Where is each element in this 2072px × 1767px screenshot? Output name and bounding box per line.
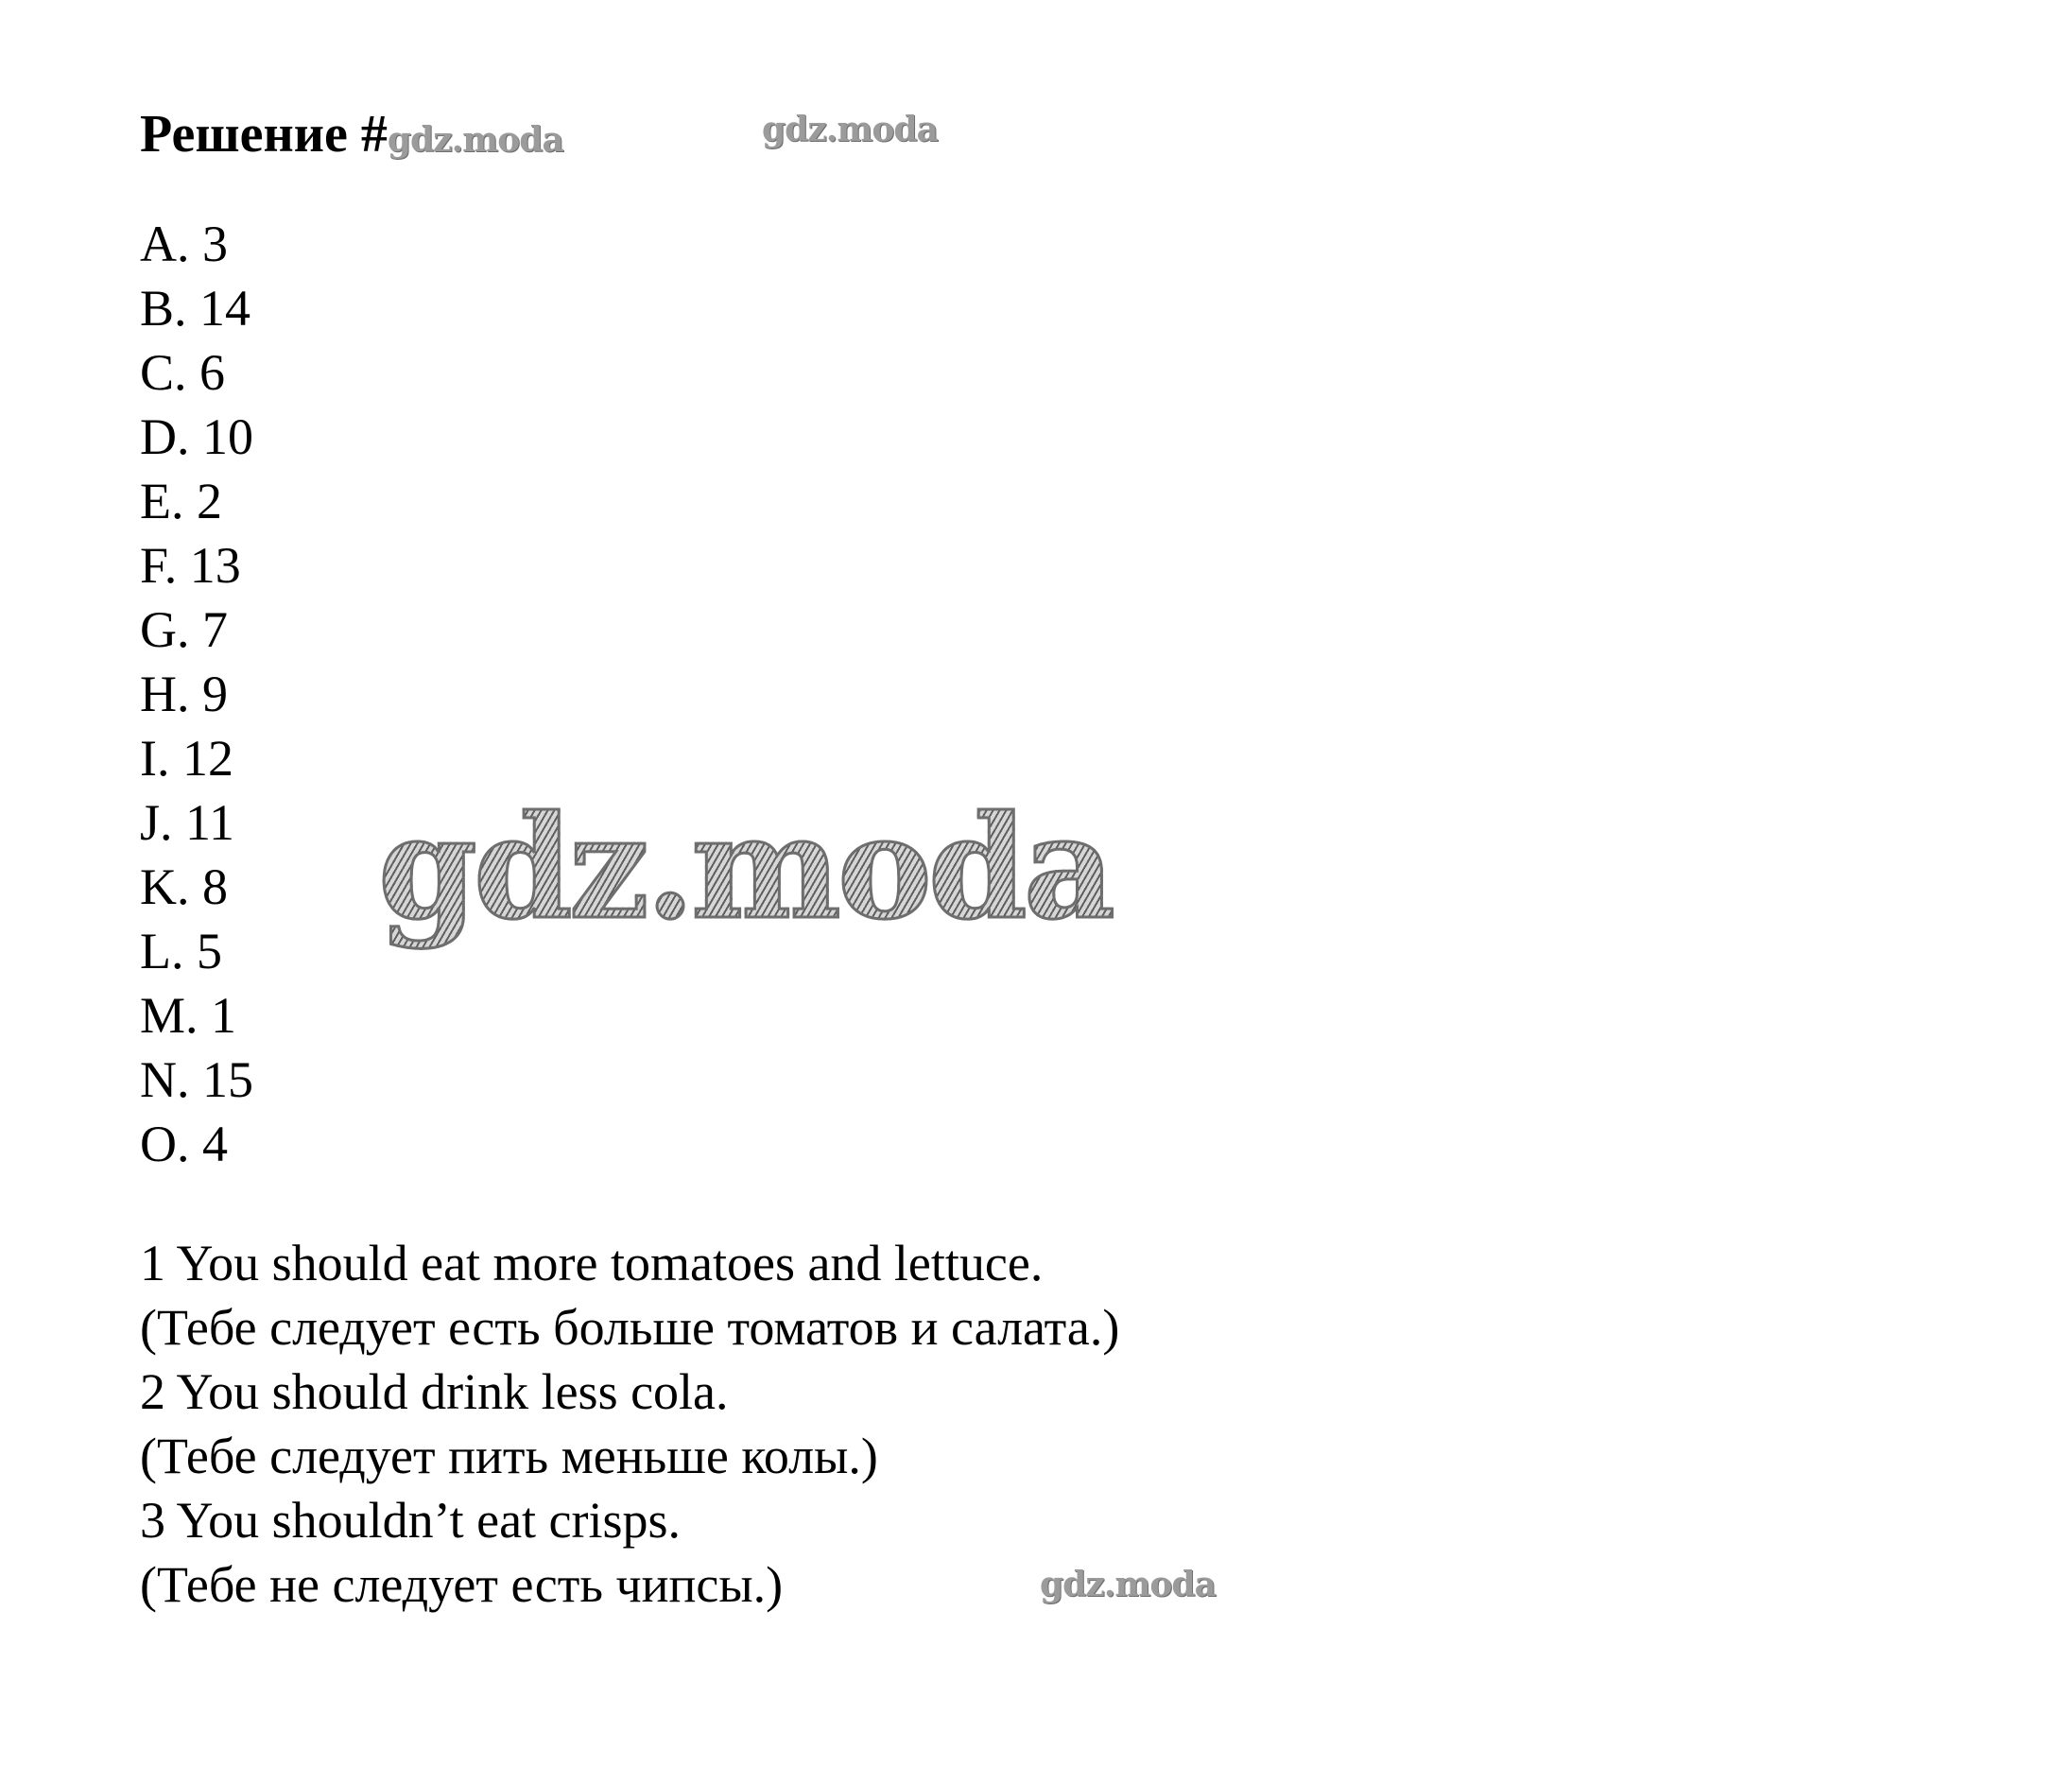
answer-item: I. 12	[140, 730, 233, 787]
answer-item: N. 15	[140, 1051, 253, 1108]
advice-line: 3 You shouldn’t eat crisps.	[140, 1492, 682, 1549]
answer-item: J. 11	[140, 794, 235, 851]
watermark-inline: gdz.moda	[387, 120, 563, 160]
answer-item: B. 14	[140, 280, 251, 337]
watermark-top: gdz.moda	[762, 110, 938, 149]
advice-translation: (Тебе следует пить меньше колы.)	[140, 1428, 878, 1484]
advice-translation: (Тебе не следует есть чипсы.)	[140, 1556, 784, 1613]
advice-translation: (Тебе следует есть больше томатов и салата.)	[140, 1299, 1120, 1356]
answer-list	[140, 212, 253, 1176]
advice-block	[140, 1231, 1119, 1617]
answer-item: M. 1	[140, 987, 237, 1044]
answer-item: E. 2	[140, 473, 222, 529]
answer-item: H. 9	[140, 666, 228, 722]
watermark-center: gdz.moda	[378, 785, 1113, 951]
advice-line: 2 You should drink less cola.	[140, 1363, 729, 1420]
answer-item: O. 4	[140, 1116, 228, 1172]
answer-item: G. 7	[140, 601, 228, 658]
answer-item: C. 6	[140, 344, 226, 401]
answer-item: L. 5	[140, 923, 222, 979]
page-title	[140, 102, 563, 172]
title-text: Решение #	[140, 105, 388, 164]
watermark-bottom: gdz.moda	[1040, 1565, 1216, 1604]
answer-item: K. 8	[140, 858, 228, 915]
answer-item: F. 13	[140, 537, 241, 594]
advice-line: 1 You should eat more tomatoes and lettuce.	[140, 1235, 1044, 1291]
answer-item: D. 10	[140, 408, 253, 465]
answer-item: A. 3	[140, 216, 228, 272]
